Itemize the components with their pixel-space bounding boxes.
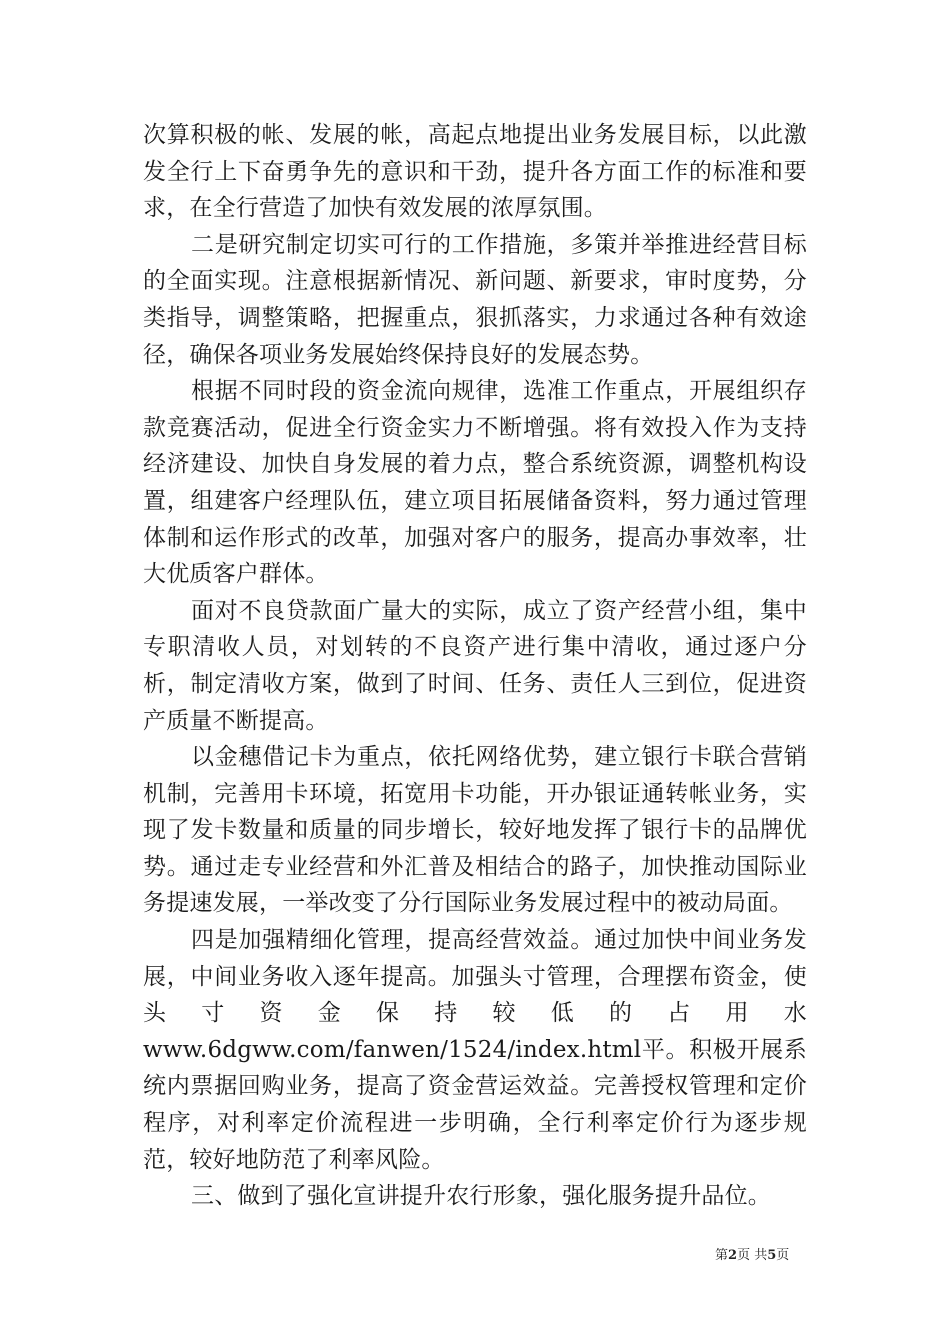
paragraph-7: 三、做到了强化宣讲提升农行形象，强化服务提升品位。: [191, 1183, 771, 1210]
paragraph-4: 面对不良贷款面广量大的实际，成立了资产经营小组，集中专职清收人员，对划转的不良资产进行集中清收，通过逐户分析，制定清收方案，做到了时间、任务、责任人三到位，促进资产质量不断提高。: [143, 597, 807, 734]
footer-suffix: 页: [776, 1248, 790, 1263]
document-body: [143, 117, 807, 1215]
footer-middle: 页 共: [737, 1248, 768, 1263]
footer-prefix: 第: [715, 1248, 729, 1263]
paragraph-6: 四是加强精细化管理，提高经营效益。通过加快中间业务发展，中间业务收入逐年提高。加强头寸管理，合理摆布资金，使头寸资金保持较低的占用水www.6dgww.com/fanwen/1524/index.html平。积极开展系统内票据回购业务，提高了资金营运效益。完善授权管理和定价程序，对利率定价流程进一步明确，全行利率定价行为逐步规范，较好地防范了利率风险。: [143, 927, 807, 1173]
total-page-number: 5: [767, 1248, 777, 1263]
paragraph-2: 二是研究制定切实可行的工作措施，多策并举推进经营目标的全面实现。注意根据新情况、新问题、新要求，审时度势，分类指导，调整策略，把握重点，狠抓落实，力求通过各种有效途径，确保各项业务发展始终保持良好的发展态势。: [143, 231, 807, 368]
page-footer: [715, 1244, 789, 1263]
paragraph-3: 根据不同时段的资金流向规律，选准工作重点，开展组织存款竞赛活动，促进全行资金实力不断增强。将有效投入作为支持经济建设、加快自身发展的着力点，整合系统资源，调整机构设置，组建客户经理队伍，建立项目拓展储备资料，努力通过管理体制和运作形式的改革，加强对客户的服务，提高办事效率，壮大优质客户群体。: [143, 378, 807, 588]
paragraph-1: 次算积极的帐、发展的帐，高起点地提出业务发展目标，以此激发全行上下奋勇争先的意识和干劲，提升各方面工作的标准和要求，在全行营造了加快有效发展的浓厚氛围。: [143, 122, 807, 222]
current-page-number: 2: [728, 1248, 738, 1263]
paragraph-5: 以金穗借记卡为重点，依托网络优势，建立银行卡联合营销机制，完善用卡环境，拓宽用卡功能，开办银证通转帐业务，实现了发卡数量和质量的同步增长，较好地发挥了银行卡的品牌优势。通过走专业经营和外汇普及相结合的路子，加快推动国际业务提速发展，一举改变了分行国际业务发展过程中的被动局面。: [143, 744, 807, 917]
